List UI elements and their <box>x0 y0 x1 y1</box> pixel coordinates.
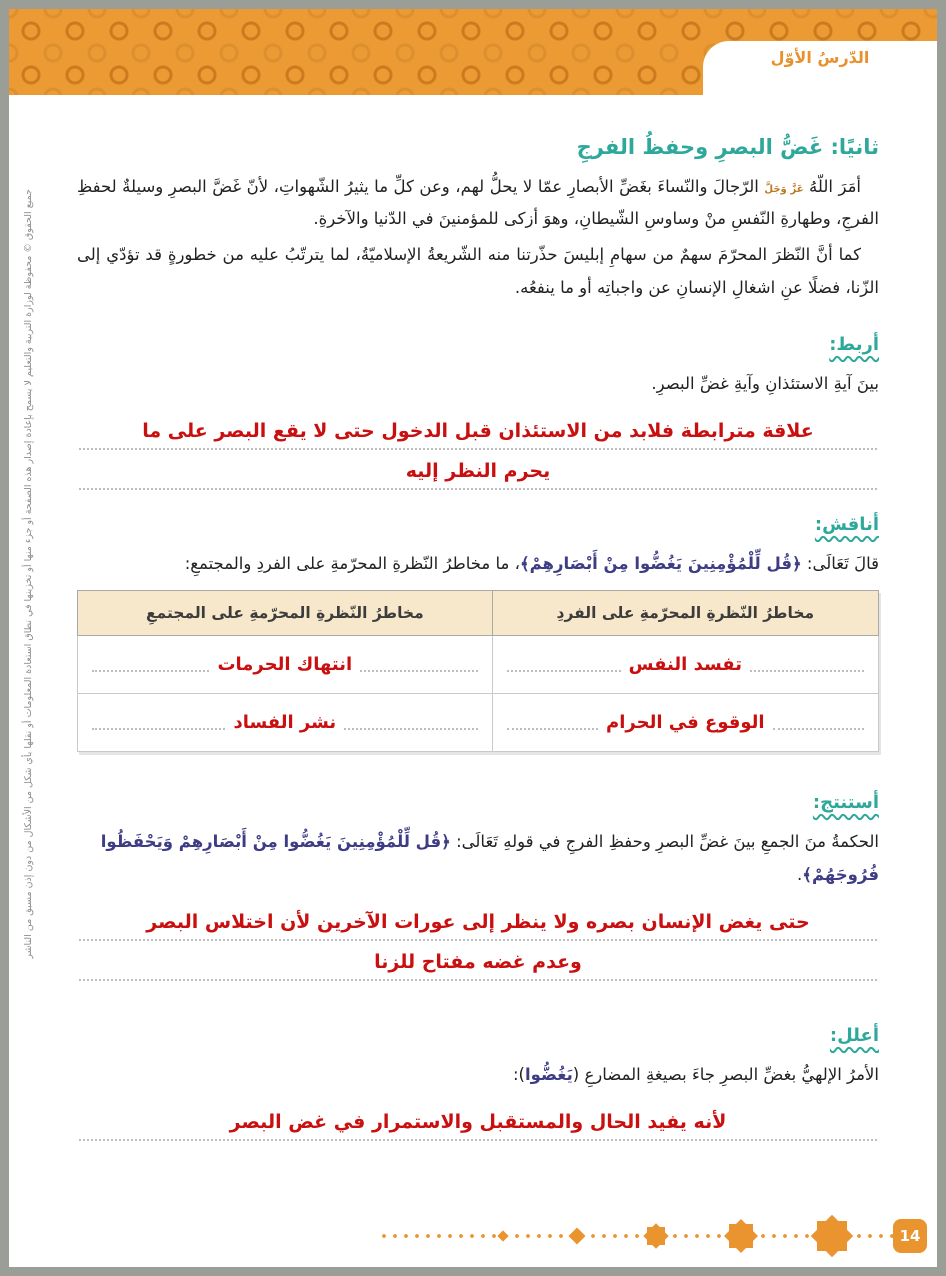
justify-answer-line <box>79 1101 877 1141</box>
copyright-vertical-text: جميع الحقوق © محفوظة لوزارة التربية والتعليم لا يسمح بإعادة إصدار هذه الصفحة أو جزء منها أو تخزينها في نطاق استعادة المعلومات أو نقلها بأي شكل من الأشكال من دون إذن مسبق من الناشر <box>23 189 34 959</box>
connect-prompt: بينَ آيةِ الاستئذانِ وآيةِ غضِّ البصرِ. <box>651 373 879 393</box>
answer-leader <box>507 712 864 733</box>
risks-table <box>77 590 879 752</box>
conclude-prompt <box>77 825 879 891</box>
section-discuss-heading: أناقش: <box>814 513 879 535</box>
conclude-answer-text-2: وعدم غضه مفتاح للزنا <box>374 950 582 973</box>
justify-answer-text: لأنه يفيد الحال والمستقبل والاستمرار في غض البصر <box>229 1110 727 1133</box>
answer-leader <box>92 712 478 733</box>
risks-table-row-2 <box>78 693 879 751</box>
connect-answer-text-2: يحرم النظر إليه <box>405 459 551 482</box>
connect-answer-line-1 <box>79 410 877 450</box>
intro-paragraph-2: كما أنَّ النّظرَ المحرّمَ سهمٌ من سهامِ إبليسَ حذّرتنا منه الشّريعةُ الإسلاميّةُ، لما يترتّبُ عليه من خطورةٍ قد تؤدّي إلى الزّنا، فضلًا عنِ اشغالِ الإنسانِ عن واجباتِه أو ما ينفعُه. <box>77 245 879 297</box>
risks-header-society: مخاطرُ النّظرةِ المحرّمةِ على المجتمعِ <box>78 590 493 635</box>
footer-dots <box>847 1233 893 1239</box>
risks-table-row-1 <box>78 635 879 693</box>
dotted-leader <box>92 728 225 730</box>
footer-ornaments <box>19 1219 927 1253</box>
dotted-leader <box>344 728 477 730</box>
risk-answer: تفسد النفس <box>628 653 743 675</box>
intro-paragraph-1 <box>77 171 879 235</box>
page-number-badge: 14 <box>893 1219 927 1253</box>
risks-cell-individual-2 <box>492 693 878 751</box>
justify-prompt-start: الأمرُ الإلهيُّ بغضِّ البصرِ جاءَ بصيغةِ المضارعِ ( <box>572 1064 879 1084</box>
risks-cell-society-1 <box>78 635 493 693</box>
risks-cell-society-2 <box>78 693 493 751</box>
section-conclude-heading: أستنتج: <box>812 791 879 813</box>
lesson-tab <box>703 41 937 95</box>
connect-answer-text-1: علاقة مترابطة فلابد من الاستئذان قبل الدخول حتى لا يقع البصر على ما <box>142 419 814 442</box>
page-title: ثانيًا: غَضُّ البصرِ وحفظُ الفرجِ <box>576 135 879 159</box>
discuss-prompt <box>77 547 879 580</box>
honorific-mark: عَزَّ وَجَلَّ <box>764 184 804 195</box>
footer-dots-tail <box>379 1233 499 1239</box>
risks-cell-individual-1 <box>492 635 878 693</box>
footer-dots <box>583 1233 647 1239</box>
justify-prompt-end: ): <box>513 1064 525 1084</box>
conclude-answer-line-2 <box>79 941 877 981</box>
section-connect <box>77 334 879 490</box>
discuss-prompt-start: قالَ تَعَالَى: <box>806 553 879 573</box>
risk-answer: الوقوع في الحرام <box>606 711 765 733</box>
conclude-answer-line-1 <box>79 901 877 941</box>
footer-dots <box>753 1233 817 1239</box>
section-justify-heading: أعلل: <box>829 1024 879 1046</box>
quran-verse: ﴿قُل لِّلْمُؤْمِنِينَ يَغُضُّوا مِنْ أَبْصَارِهِمْ﴾ <box>519 553 802 573</box>
discuss-prompt-end: ، ما مخاطرُ النّظرةِ المحرّمةِ على الفردِ والمجتمعِ: <box>184 553 520 573</box>
diamond-ornament <box>569 1228 586 1245</box>
dotted-leader <box>507 728 598 730</box>
dotted-leader <box>507 670 621 672</box>
conclude-prompt-start: الحكمةُ منَ الجمعِ بينَ غضِّ البصرِ وحفظِ الفرجِ في قولهِ تَعَالَى: <box>456 831 879 851</box>
conclude-prompt-end: . <box>797 864 803 884</box>
ornamental-header-band <box>9 9 937 95</box>
dotted-leader <box>92 670 209 672</box>
section-discuss <box>77 514 879 752</box>
dotted-leader <box>750 670 864 672</box>
verse-word: يَغُضُّوا <box>525 1064 573 1084</box>
section-justify <box>77 1025 879 1141</box>
answer-leader <box>507 654 864 675</box>
lesson-tab-label: الدّرسُ الأوّل <box>770 48 870 67</box>
star-ornament-medium <box>729 1224 753 1248</box>
quran-verse: ﴿قُل لِّلْمُؤْمِنِينَ يَغُضُّوا مِنْ أَبْصَارِهِمْ وَيَحْفَظُوا فُرُوجَهُمْ﴾ <box>100 831 879 884</box>
textbook-page <box>9 9 937 1267</box>
star-ornament-small <box>647 1227 665 1245</box>
para1-text-rest: الرّجالَ والنّساءَ بغَضِّ الأبصارِ عمّا لا يحلُّ لهم، وعن كلِّ ما يثيرُ الشّهواتِ، لأنّ غَضَّ البصرِ وسيلةٌ لحفظِ الفرجِ، وطهارةِ النّفسِ منْ وساوسِ الشّيطانِ، وهوَ أزكى للمؤمنينَ في الدّنيا والآخرةِ. <box>77 177 879 229</box>
conclude-answer-text-1: حتى يغض الإنسان بصره ولا ينظر إلى عورات الآخرين لأن اختلاس البصر <box>146 910 810 933</box>
dotted-leader <box>360 670 477 672</box>
footer-dots <box>665 1233 729 1239</box>
section-connect-heading: أربط: <box>829 333 879 355</box>
risk-answer: انتهاك الحرمات <box>217 653 353 675</box>
star-ornament-large <box>817 1221 847 1251</box>
risks-table-header-row <box>78 590 879 635</box>
para1-text-start: أمَرَ اللّهُ <box>809 177 861 196</box>
page-content <box>9 95 937 1141</box>
section-conclude <box>77 792 879 981</box>
risk-answer: نشر الفساد <box>233 711 337 733</box>
risks-header-individual: مخاطرُ النّظرةِ المحرّمةِ على الفردِ <box>492 590 878 635</box>
connect-answer-line-2 <box>79 450 877 490</box>
footer-dots <box>507 1233 571 1239</box>
justify-prompt <box>77 1058 879 1091</box>
dotted-leader <box>773 728 864 730</box>
answer-leader <box>92 654 478 675</box>
